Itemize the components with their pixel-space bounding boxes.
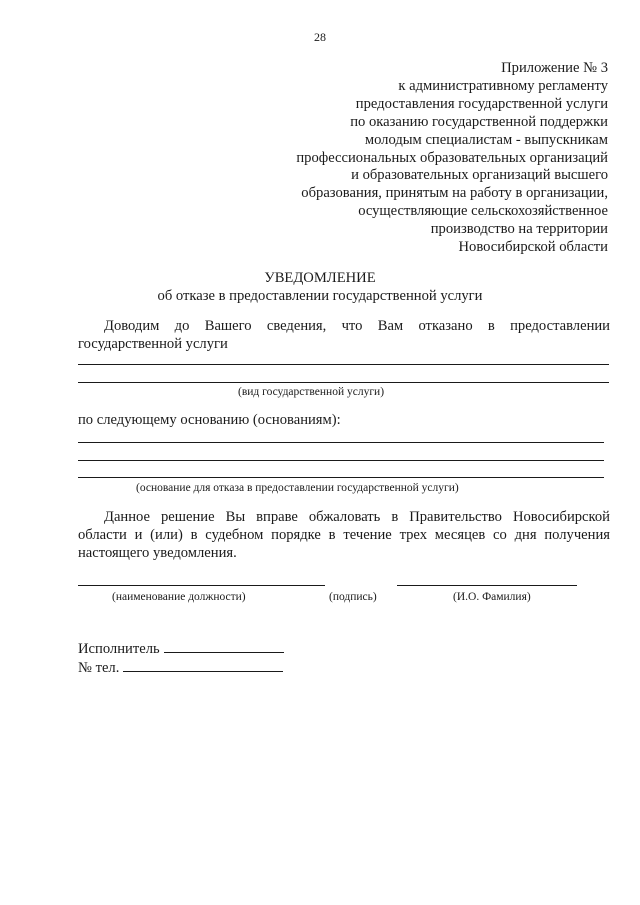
service-type-line[interactable] <box>78 382 609 383</box>
position-caption: (наименование должности) <box>112 591 246 603</box>
signature-caption: (подпись) <box>329 591 377 603</box>
appeal-text: Данное решение Вы вправе обжаловать в Правительство Новосибирской области и (или) в судебном порядке в течение трех месяцев со дня получения настоящего уведомления. <box>78 509 610 561</box>
phone-label: № тел. <box>78 660 120 676</box>
appendix-line: по оказанию государственной поддержки <box>350 113 608 130</box>
document-title <box>0 269 640 305</box>
name-caption: (И.О. Фамилия) <box>453 591 531 603</box>
name-signature-line[interactable] <box>397 585 577 586</box>
executor-row <box>78 640 284 658</box>
executor-label: Исполнитель <box>78 641 160 657</box>
appendix-line: Новосибирской области <box>458 239 608 256</box>
service-type-line[interactable] <box>78 364 609 365</box>
appendix-line: предоставления государственной услуги <box>355 95 608 112</box>
notice-paragraph <box>78 317 610 353</box>
basis-line[interactable] <box>78 477 604 478</box>
appendix-line: производство на территории <box>430 221 608 238</box>
appendix-header <box>208 60 608 257</box>
notice-text: Доводим до Вашего сведения, что Вам отказано в предоставлении государственной услуги <box>78 318 610 352</box>
service-type-caption: (вид государственной услуги) <box>238 386 385 398</box>
appendix-line: и образовательных организаций высшего <box>351 167 608 184</box>
appendix-line: образования, принятым на работу в организации, <box>301 185 608 202</box>
executor-field[interactable] <box>164 640 284 653</box>
title-heading: УВЕДОМЛЕНИЕ <box>264 270 376 286</box>
title-subheading: об отказе в предоставлении государственной услуги <box>157 288 483 304</box>
appendix-line: к административному регламенту <box>398 77 608 94</box>
appeal-paragraph <box>78 508 610 562</box>
basis-intro: по следующему основанию (основаниям): <box>78 412 341 428</box>
phone-field[interactable] <box>123 659 283 672</box>
appendix-line: Приложение № 3 <box>501 60 608 76</box>
basis-line[interactable] <box>78 460 604 461</box>
page-number: 28 <box>314 30 326 44</box>
basis-line[interactable] <box>78 442 604 443</box>
phone-row <box>78 659 283 677</box>
appendix-line: профессиональных образовательных организаций <box>296 149 608 166</box>
appendix-line: осуществляющие сельскохозяйственное <box>358 203 608 220</box>
appendix-line: молодым специалистам - выпускникам <box>364 131 608 148</box>
position-signature-line[interactable] <box>78 585 325 586</box>
basis-caption: (основание для отказа в предоставлении государственной услуги) <box>136 482 459 494</box>
